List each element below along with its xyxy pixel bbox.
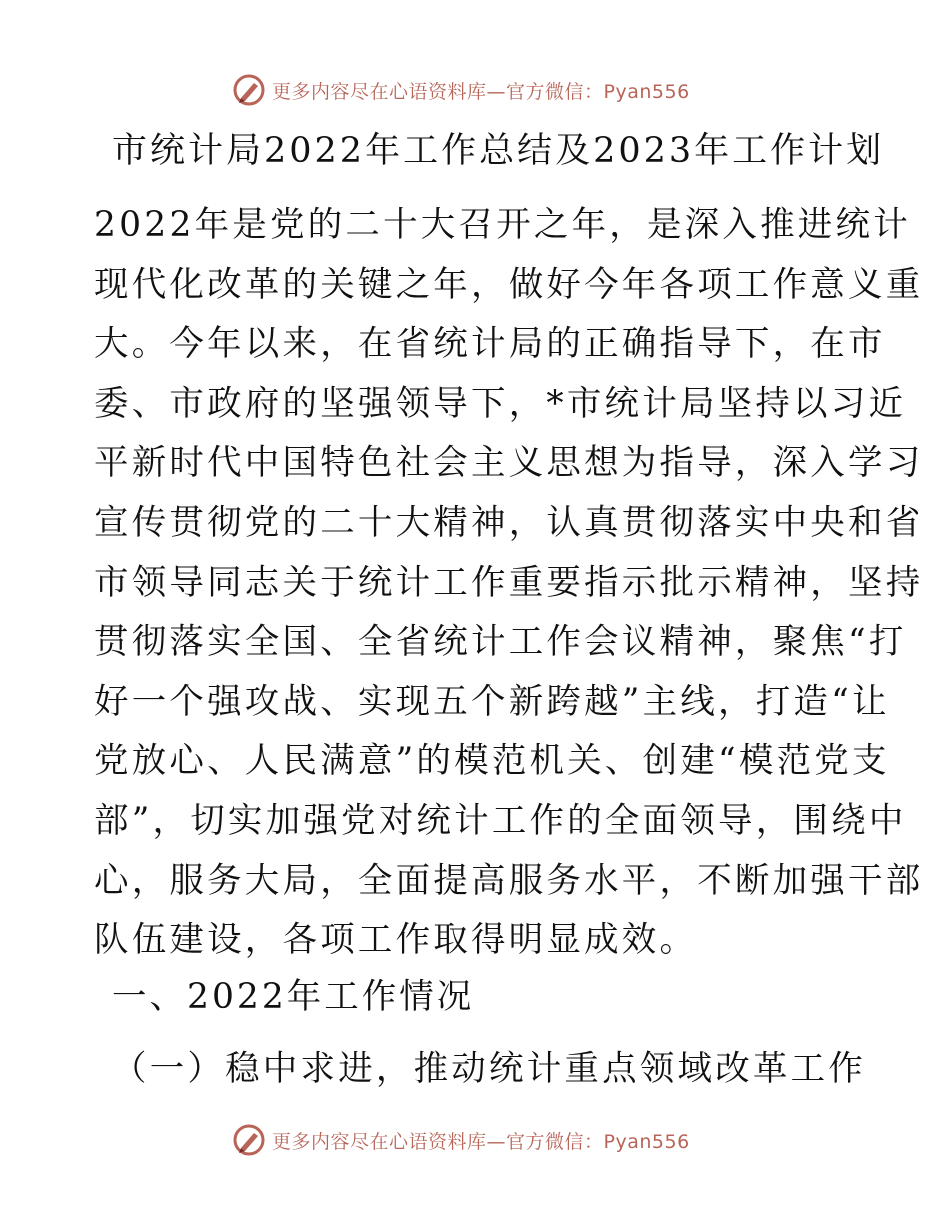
pen-logo-icon [232, 73, 266, 107]
paragraph-line: 好一个强攻战、实现五个新跨越”主线，打造“让 [94, 681, 890, 722]
subsection-heading: （一）稳中求进，推动统计重点领域改革工作 [112, 1049, 866, 1089]
paragraph-line: 贯彻落实全国、全省统计工作会议精神，聚焦“打 [94, 622, 907, 663]
paragraph-line: 队伍建设，各项工作取得明显成效。 [94, 920, 698, 961]
watermark-banner-bottom [232, 1122, 752, 1158]
paragraph-line: 党放心、人民满意”的模范机关、创建“模范党支 [94, 741, 890, 782]
watermark-text: 更多内容尽在心语资料库—官方微信：Pyan556 [272, 80, 690, 103]
paragraph-line: 2022年是党的二十大召开之年，是深入推进统计 [94, 205, 911, 245]
paragraph-line: 部”，切实加强党对统计工作的全面领导，围绕中 [94, 800, 907, 841]
intro-paragraph [94, 196, 924, 971]
paragraph-line: 心，服务大局，全面提高服务水平，不断加强干部 [94, 860, 924, 901]
watermark-text: 更多内容尽在心语资料库—官方微信：Pyan556 [272, 1130, 690, 1153]
paragraph-line: 大。今年以来，在省统计局的正确指导下，在市 [94, 324, 886, 365]
pen-logo-icon [232, 1123, 266, 1157]
watermark-banner-top [232, 72, 752, 108]
paragraph-line: 宣传贯彻党的二十大精神，认真贯彻落实中央和省 [94, 502, 924, 543]
paragraph-line: 平新时代中国特色社会主义思想为指导，深入学习 [94, 443, 924, 484]
paragraph-line: 委、市政府的坚强领导下，*市统计局坚持以习近 [94, 383, 907, 424]
paragraph-line: 市领导同志关于统计工作重要指示批示精神，坚持 [94, 562, 924, 603]
section-heading: 一、2022年工作情况 [112, 977, 475, 1017]
document-title: 市统计局2022年工作总结及2023年工作计划 [112, 131, 885, 171]
paragraph-line: 现代化改革的关键之年，做好今年各项工作意义重 [94, 264, 924, 305]
